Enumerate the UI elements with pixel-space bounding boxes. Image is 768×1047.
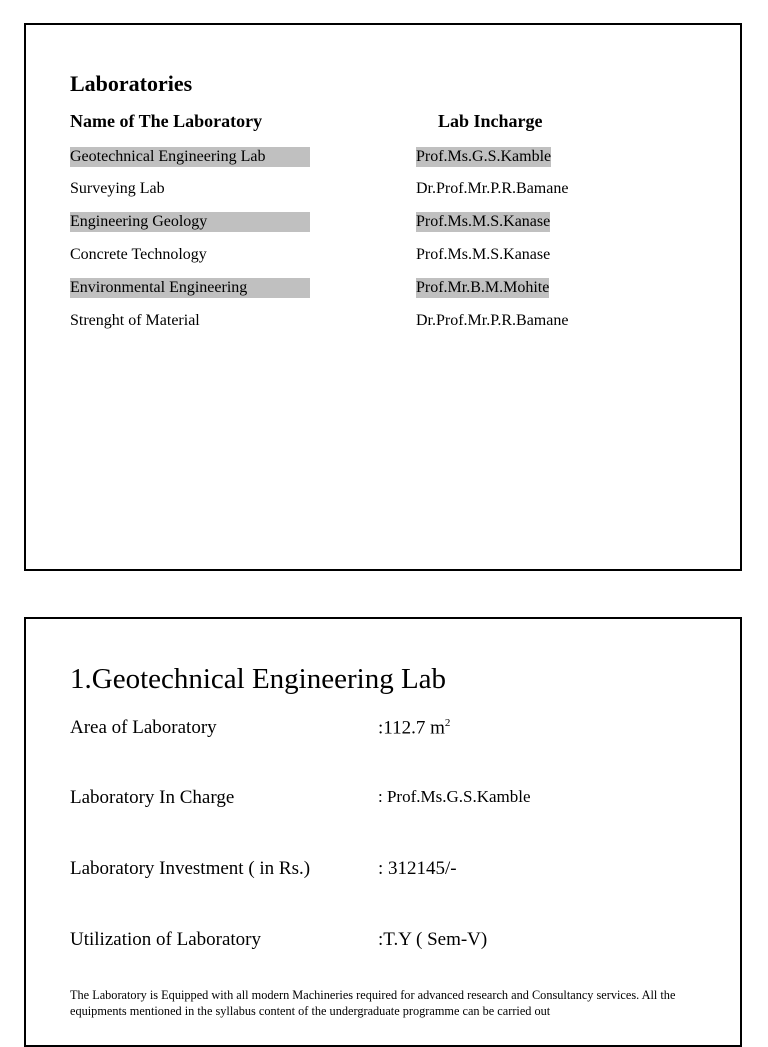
utilization-value: :T.Y ( Sem-V) (378, 929, 488, 950)
lab-incharge: Prof.Mr.B.M.Mohite (416, 279, 550, 296)
table-row (26, 245, 740, 267)
lab-name: Concrete Technology (70, 246, 207, 263)
incharge-value: : Prof.Ms.G.S.Kamble (378, 787, 531, 806)
lab-incharge: Dr.Prof.Mr.P.R.Bamane (416, 180, 569, 197)
investment-label: Laboratory Investment ( in Rs.) (70, 858, 311, 879)
investment-value: : 312145/- (378, 858, 457, 879)
lab-name: Environmental Engineering (70, 278, 310, 298)
table-row (26, 147, 740, 169)
description-paragraph: The Laboratory is Equipped with all modern Machineries required for advanced research and Consultancy services. All the equipments mentioned in the syllabus content of the undergraduate programme can be carried out (70, 988, 676, 1018)
column-header-laboratory: Name of The Laboratory (70, 111, 263, 131)
table-row (26, 278, 740, 300)
lab-name: Geotechnical Engineering Lab (70, 147, 310, 167)
lab-incharge: Prof.Ms.M.S.Kanase (416, 246, 551, 263)
table-row (26, 311, 740, 333)
lab-incharge: Dr.Prof.Mr.P.R.Bamane (416, 312, 569, 329)
lab-incharge: Prof.Ms.M.S.Kanase (416, 213, 551, 230)
lab-name: Surveying Lab (70, 180, 165, 197)
incharge-label: Laboratory In Charge (70, 787, 235, 808)
geotechnical-lab-slide (24, 617, 742, 1047)
lab-name: Strenght of Material (70, 312, 200, 329)
area-label: Area of Laboratory (70, 717, 217, 738)
area-value: :112.7 $m^2$ (378, 717, 451, 739)
table-row (26, 179, 740, 201)
column-header-incharge: Lab Incharge (438, 111, 543, 131)
slide-title: Laboratories (70, 71, 193, 96)
utilization-label: Utilization of Laboratory (70, 929, 261, 950)
lab-incharge: Prof.Ms.G.S.Kamble (416, 148, 552, 165)
table-row (26, 212, 740, 234)
lab-name: Engineering Geology (70, 212, 310, 232)
slide-title: 1.Geotechnical Engineering Lab (70, 663, 447, 695)
laboratories-slide (24, 23, 742, 571)
